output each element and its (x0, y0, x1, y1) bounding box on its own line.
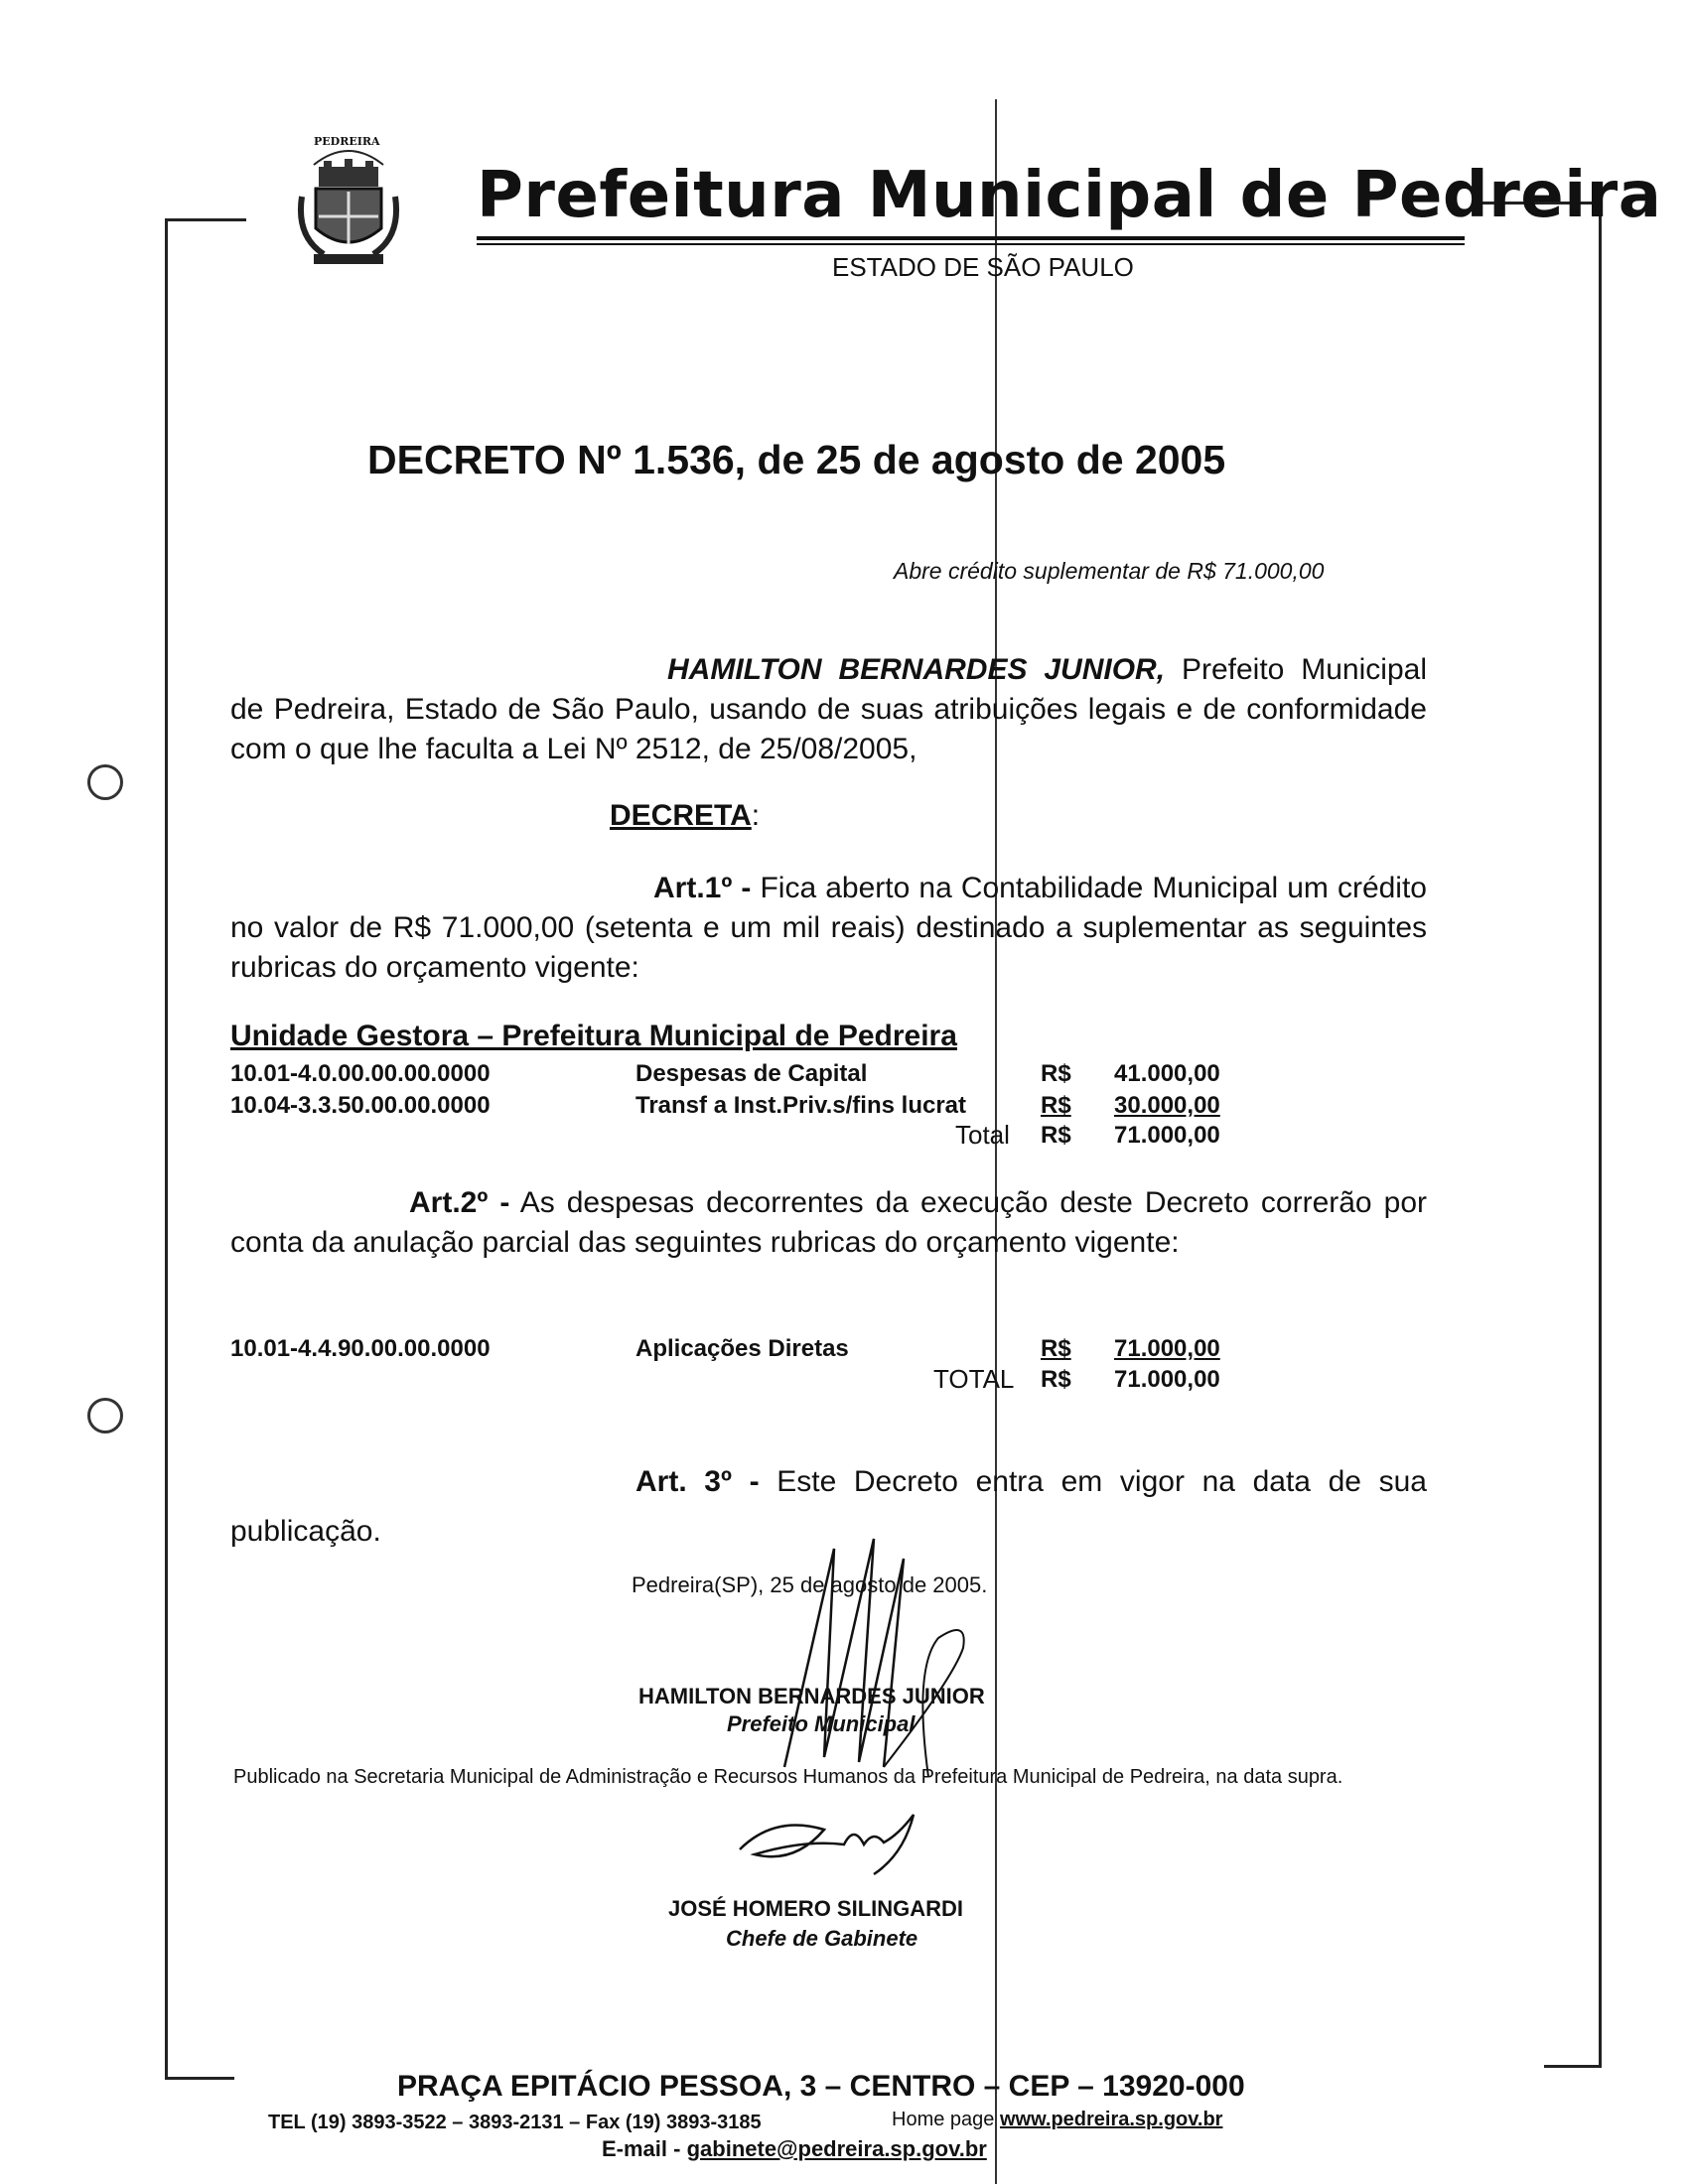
table1-row-value: 41.000,00 (1114, 1060, 1220, 1087)
chief-role: Chefe de Gabinete (726, 1926, 918, 1951)
page-title: Prefeitura Municipal de Pedreira (477, 159, 1662, 232)
footer-phones: TEL (19) 3893-3522 – 3893-2131 – Fax (19) 3893-3185 (268, 2112, 762, 2133)
chief-signature-icon (735, 1805, 933, 1879)
article-2-label: Art.2º - (409, 1186, 510, 1219)
frame-top-left (167, 218, 246, 221)
table1-total-value: 71.000,00 (1114, 1122, 1220, 1149)
state-subtitle: ESTADO DE SÃO PAULO (832, 252, 1134, 282)
decree-summary: Abre crédito suplementar de R$ 71.000,00 (894, 558, 1325, 584)
article-2 (230, 1183, 1427, 1263)
article-3-text: Este Decreto entra em vigor na data de sua publicação. (230, 1465, 1427, 1548)
table2-total-value: 71.000,00 (1114, 1366, 1220, 1393)
table2-total-currency: R$ (1041, 1366, 1071, 1393)
table1-row-currency: R$ (1041, 1092, 1071, 1119)
decreta-colon: : (751, 799, 761, 832)
table1-row-desc: Transf a Inst.Priv.s/fins lucrat (635, 1092, 966, 1119)
footer-homepage (892, 2109, 1222, 2131)
coat-of-arms-icon (294, 137, 403, 276)
preamble-text: Prefeito Municipal de Pedreira, Estado de São Paulo, usando de suas atribuições legais e de conformidade com o que lhe faculta a Lei Nº 2512, de 25/08/2005, (230, 653, 1427, 765)
preamble-paragraph (230, 650, 1427, 769)
mayor-signature-role: Prefeito Municipal (727, 1711, 916, 1736)
punch-hole-mark (87, 1398, 123, 1433)
table2-total-label: TOTAL (933, 1364, 1015, 1394)
table1-heading: Unidade Gestora – Prefeitura Municipal de Pedreira (230, 1020, 957, 1052)
article-3-label: Art. 3º - (635, 1465, 760, 1498)
frame-left (165, 218, 168, 2080)
article-1-label: Art.1º - (653, 872, 752, 904)
publication-note: Publicado na Secretaria Municipal de Administração e Recursos Humanos da Prefeitura Municipal de Pedreira, na data supra. (233, 1766, 1343, 1788)
decree-title: DECRETO Nº 1.536, de 25 de agosto de 2005 (367, 437, 1226, 482)
article-1 (230, 869, 1427, 988)
mayor-signature-name: HAMILTON BERNARDES JUNIOR (638, 1684, 985, 1708)
chief-name: JOSÉ HOMERO SILINGARDI (668, 1896, 964, 1921)
frame-bottom-right (1544, 2065, 1602, 2068)
frame-bottom-left (165, 2077, 234, 2080)
table1-row-currency: R$ (1041, 1060, 1071, 1087)
table1-total-label: Total (955, 1120, 1010, 1150)
table1-total-currency: R$ (1041, 1122, 1071, 1149)
decreta-label: DECRETA (610, 799, 752, 832)
place-date: Pedreira(SP), 25 de agosto de 2005. (632, 1572, 988, 1597)
frame-right (1599, 202, 1602, 2068)
table1-row-code: 10.01-4.0.00.00.00.0000 (230, 1060, 491, 1087)
punch-hole-mark (87, 764, 123, 800)
title-rule-bottom (477, 243, 1465, 245)
mayor-name: HAMILTON BERNARDES JUNIOR, (667, 653, 1166, 686)
table2-row-value: 71.000,00 (1114, 1335, 1220, 1362)
table2-row-desc: Aplicações Diretas (635, 1335, 849, 1362)
table1-row-desc: Despesas de Capital (635, 1060, 868, 1087)
article-2-text: As despesas decorrentes da execução deste Decreto correrão por conta da anulação parcial das seguintes rubricas do orçamento vigente: (230, 1186, 1427, 1259)
table2-row-currency: R$ (1041, 1335, 1071, 1362)
footer-email (602, 2136, 987, 2162)
mayor-signature-icon (765, 1529, 983, 1787)
homepage-link[interactable]: www.pedreira.sp.gov.br (999, 2109, 1223, 2130)
seal-label: PEDREIRA (314, 135, 380, 148)
title-rule-top (477, 236, 1465, 240)
table1-row-value: 30.000,00 (1114, 1092, 1220, 1119)
table2-row-code: 10.01-4.4.90.00.00.0000 (230, 1335, 491, 1362)
table1-row-code: 10.04-3.3.50.00.00.0000 (230, 1092, 491, 1119)
email-link[interactable]: gabinete@pedreira.sp.gov.br (686, 2136, 987, 2161)
footer-address: PRAÇA EPITÁCIO PESSOA, 3 – CENTRO – CEP – 13920-000 (397, 2070, 1245, 2103)
email-label: E-mail - (602, 2136, 681, 2161)
homepage-label: Home page (892, 2109, 995, 2130)
article-1-text: Fica aberto na Contabilidade Municipal um crédito no valor de R$ 71.000,00 (setenta e um mil reais) destinado a suplementar as seguintes rubricas do orçamento vigente: (230, 872, 1427, 984)
decreta-heading (610, 799, 760, 833)
